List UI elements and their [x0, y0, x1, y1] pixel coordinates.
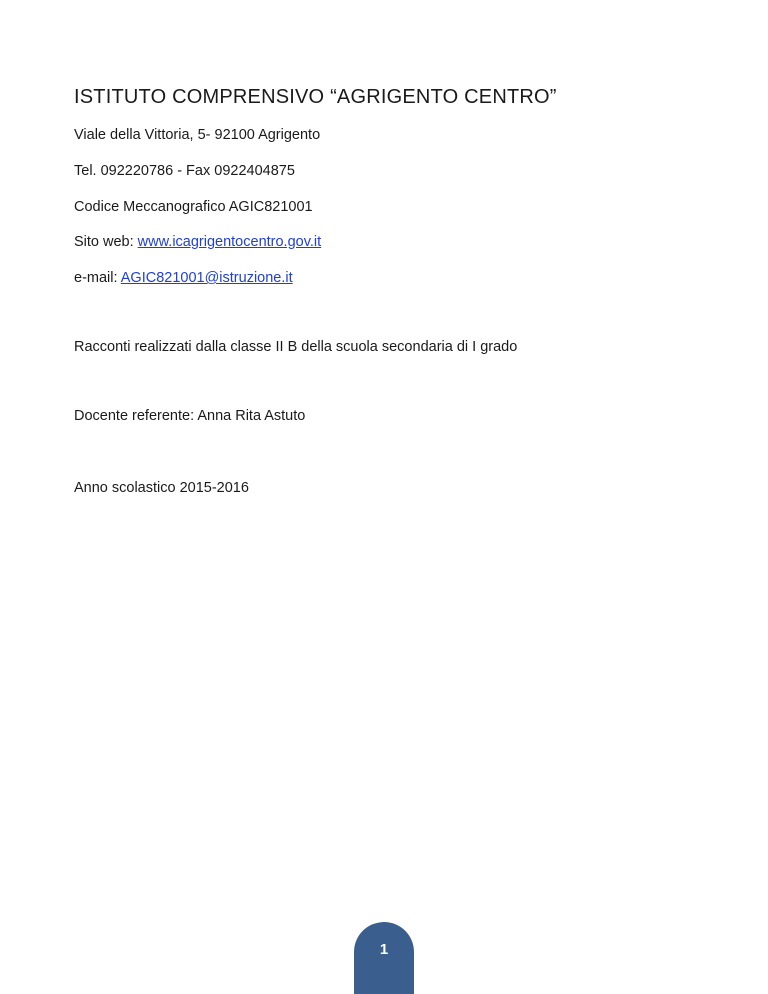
page-number-badge	[354, 922, 414, 994]
school-code: Codice Meccanografico AGIC821001	[74, 199, 313, 215]
email-line	[74, 270, 293, 286]
website-label: Sito web:	[74, 234, 138, 250]
page-number: 1	[379, 941, 389, 958]
email-label: e-mail:	[74, 270, 121, 286]
school-title: ISTITUTO COMPRENSIVO “AGRIGENTO CENTRO”	[74, 86, 557, 108]
website-line	[74, 234, 321, 250]
stories-description: Racconti realizzati dalla classe II B della scuola secondaria di I grado	[74, 339, 518, 355]
school-year: Anno scolastico 2015-2016	[74, 480, 249, 496]
email-link[interactable]: AGIC821001@istruzione.it	[120, 270, 293, 286]
school-address: Viale della Vittoria, 5- 92100 Agrigento	[74, 127, 321, 143]
school-phone-fax: Tel. 092220786 - Fax 0922404875	[74, 163, 295, 179]
teacher-reference: Docente referente: Anna Rita Astuto	[74, 408, 306, 424]
website-link[interactable]: www.icagrigentocentro.gov.it	[137, 234, 322, 250]
